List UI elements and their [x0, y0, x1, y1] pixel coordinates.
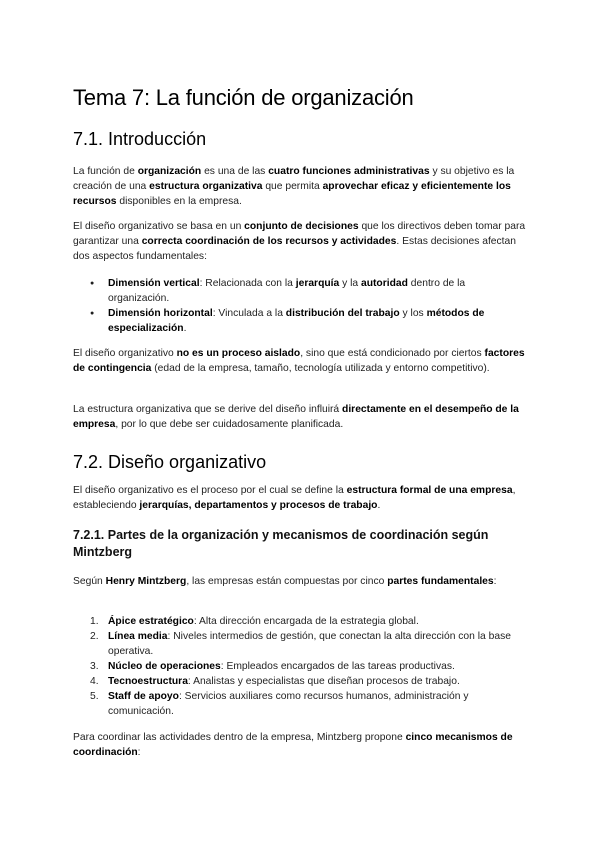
list-item: 4. Tecnoestructura: Analistas y especialistas que diseñan procesos de trabajo. [90, 676, 460, 687]
mintzberg-paragraph-1: Según Henry Mintzberg, las empresas están compuestas por cinco partes fundamentales: [73, 576, 497, 587]
intro-paragraph-2: El diseño organizativo se basa en un conjunto de decisiones que los directivos deben tomar para garantizar una correcta coordinación de los recursos y actividades. Estas decisiones afectan dos aspectos fundamentales: [73, 221, 526, 262]
list-item: 2. Línea media: Niveles intermedios de gestión, que conectan la alta dirección con la base operativa. [90, 631, 511, 657]
list-item: ● Dimensión horizontal: Vinculada a la distribución del trabajo y los métodos de especialización. [73, 306, 528, 336]
section-heading-7-2: 7.2. Diseño organizativo [73, 452, 267, 472]
document-title: Tema 7: La función de organización [73, 85, 414, 110]
intro-paragraph-1: La función de organización es una de las cuatro funciones administrativas y su objetivo es la creación de una estructura organizativa que permita aprovechar eficaz y eficientemente los recursos disponibles en la empresa. [73, 166, 515, 207]
intro-paragraph-4: La estructura organizativa que se derive del diseño influirá directamente en el desempeño de la empresa, por lo que debe ser cuidadosamente planificada. [73, 404, 519, 430]
list-item: 3. Núcleo de operaciones: Empleados encargados de las tareas productivas. [90, 661, 455, 672]
dimension-list [73, 276, 528, 336]
list-item: ● Dimensión vertical: Relacionada con la jerarquía y la autoridad dentro de la organización. [73, 276, 528, 306]
intro-paragraph-3: El diseño organizativo no es un proceso aislado, sino que está condicionado por ciertos factores de contingencia (edad de la empresa, tamaño, tecnología utilizada y entorno competitivo). [73, 348, 525, 374]
list-item: 1. Ápice estratégico: Alta dirección encargada de la estrategia global. [90, 616, 419, 627]
subsection-heading-7-2-1: 7.2.1. Partes de la organización y mecanismos de coordinación según Mintzberg [73, 528, 489, 559]
design-paragraph-1: El diseño organizativo es el proceso por el cual se define la estructura formal de una empresa, estableciendo jerarquías, departamentos y procesos de trabajo. [73, 485, 516, 511]
parts-list [73, 614, 528, 719]
section-heading-7-1: 7.1. Introducción [73, 129, 207, 149]
list-item: 5. Staff de apoyo: Servicios auxiliares como recursos humanos, administración y comunicación. [90, 691, 469, 717]
mintzberg-paragraph-2: Para coordinar las actividades dentro de la empresa, Mintzberg propone cinco mecanismos de coordinación: [73, 732, 513, 758]
